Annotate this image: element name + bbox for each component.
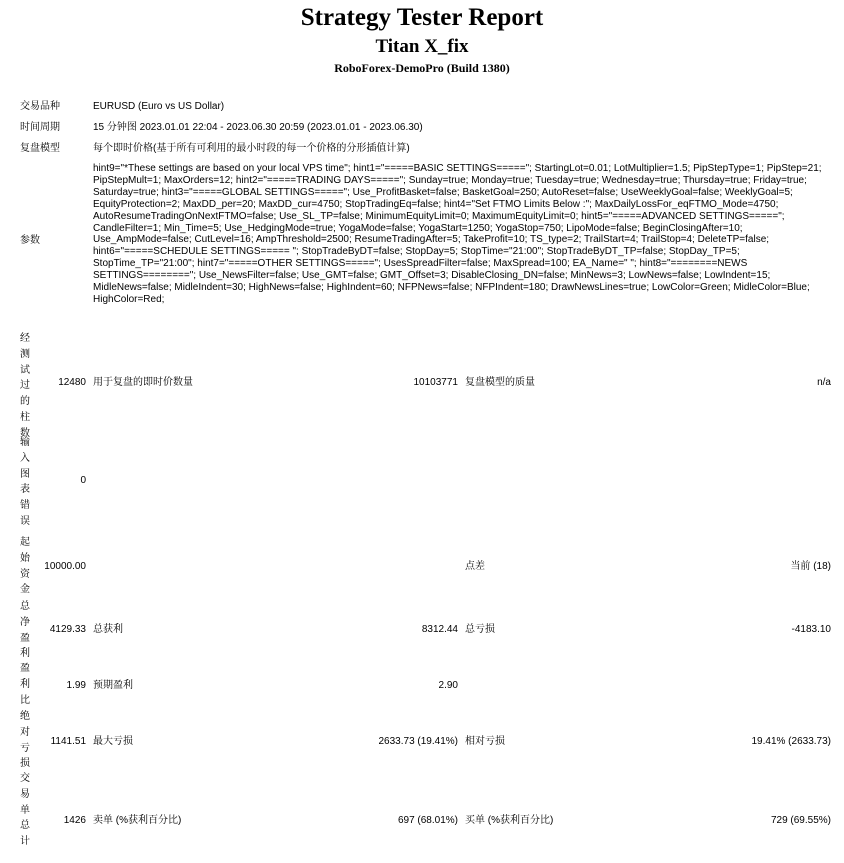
payoff-label: 预期盈利	[93, 680, 133, 691]
gross-profit-value: 8312.44	[421, 624, 458, 635]
report-title: Strategy Tester Report	[300, 4, 544, 31]
model-label: 复盘模型	[20, 143, 60, 154]
max-drawdown-value: 2633.73 (19.41%)	[378, 736, 458, 747]
ticks-value: 10103771	[413, 377, 458, 388]
profit-factor-label: 盈利比	[20, 663, 30, 706]
long-trades-label: 买单 (%获利百分比)	[465, 815, 554, 826]
quality-value: n/a	[817, 377, 831, 388]
spread-label: 点差	[465, 561, 485, 572]
period-value: 15 分钟图 2023.01.01 22:04 - 2023.06.30 20:59 (2023.01.01 - 2023.06.30)	[93, 122, 423, 133]
period-label: 时间周期	[20, 122, 60, 133]
model-value: 每个即时价格(基于所有可利用的最小时段的每一个价格的分形插值计算)	[93, 143, 410, 154]
abs-drawdown-label: 绝对亏损	[20, 711, 30, 770]
params-label: 参数	[20, 235, 40, 246]
errors-label: 输入图表错误	[20, 437, 30, 527]
quality-label: 复盘模型的质量	[465, 377, 535, 388]
server-name: RoboForex-DemoPro (Build 1380)	[334, 61, 510, 75]
bars-value: 12480	[58, 377, 86, 388]
rel-drawdown-value: 19.41% (2633.73)	[751, 736, 831, 747]
gross-loss-value: -4183.10	[791, 624, 831, 635]
symbol-value: EURUSD (Euro vs US Dollar)	[93, 101, 225, 112]
total-trades-label: 交易单总计	[20, 773, 30, 848]
bars-label: 经测试过的柱数	[20, 333, 30, 439]
deposit-value: 10000.00	[44, 561, 86, 572]
long-trades-value: 729 (69.55%)	[770, 815, 831, 826]
net-profit-value: 4129.33	[49, 624, 86, 635]
ticks-label: 用于复盘的即时价数量	[93, 377, 193, 388]
gross-profit-label: 总获利	[93, 624, 123, 635]
net-profit-label: 总净盈利	[20, 601, 30, 660]
profit-factor-value: 1.99	[66, 680, 86, 691]
max-drawdown-label: 最大亏损	[93, 736, 133, 747]
expert-name: Titan X_fix	[375, 36, 469, 57]
symbol-label: 交易品种	[20, 101, 60, 112]
short-trades-value: 697 (68.01%)	[397, 815, 458, 826]
total-trades-value: 1426	[63, 815, 86, 826]
rel-drawdown-label: 相对亏损	[465, 736, 505, 747]
gross-loss-label: 总亏损	[465, 624, 495, 635]
spread-value: 当前 (18)	[790, 561, 831, 572]
payoff-value: 2.90	[438, 680, 458, 691]
errors-value: 0	[80, 475, 86, 486]
short-trades-label: 卖单 (%获利百分比)	[93, 815, 182, 826]
abs-drawdown-value: 1141.51	[50, 736, 86, 747]
deposit-label: 起始资金	[20, 537, 30, 596]
params-value: hint9="*These settings are based on your local VPS time"; hint1="=====BASIC SETTINGS====="; StartingLot=0.01; LotMultiplier=1.5; PipStepType=1; PipStep=21; PipStepMult=1; MaxOrders=12; hint2="=====TRADING DAYS====="; Sunday=true; Monday=true; Tuesday=true; Wednesday=true; Thursday=true; Friday=true; Saturday=true; hint3="=====GLOBAL SETTINGS====="; Use_ProfitBasket=false; BasketGoal=250; AutoReset=false; UseWeeklyGoal=false; WeeklyGoal=5; EquityProtection=2; MaxDD_per=20; MaxDD_cur=4750; StopTradingEq=false; hint4="Set FTMO Limits Below :"; MaxDailyLossFor_eqFTMO_Mode=4750; AutoResumeTradingOnNextFTMO=false; Use_SL_TP=false; MinimumEquityLimit=0; MaximumEquityLimit=0; hint5="=====ADVANCED SETTINGS====="; CandleFilter=1; Min_Time=5; Use_HedgingMode=true; YogaMode=false; YogaStart=1250; YogaStop=750; LipoMode=false; BeginClosingAfter=10; Use_AmpMode=false; CutLevel=16; AmpThreshold=2500; ResumeTradingAfter=5; TakeProfit=10; TS_type=2; TrailStart=4; TrailStop=4; DeleteTP=false; hint6="=====SCHEDULE SETTINGS===== "; StopTradeByDT=false; StopDay=5; StopTime="21:00"; StopTradeByDT_TP=false; StopDay_TP=5; StopTime_TP="21:00"; hint7="=====OTHER SETTINGS====="; UsesSpreadFilter=false; MaxSpread=100; EA_Name=" "; hint8="========NEWS SETTINGS========"; Use_NewsFilter=false; Use_GMT=false; GMT_Offset=3; DisableClosing_DN=false; MinNews=3; LowNews=false; LowIndent=15; MidleNews=false; MidleIndent=30; HighNews=false; HighIndent=60; NFPNews=false; NFPIndent=180; DrawNewsLines=true; LowColor=Green; MidleColor=Blue; HighColor=Red;	[93, 163, 822, 305]
